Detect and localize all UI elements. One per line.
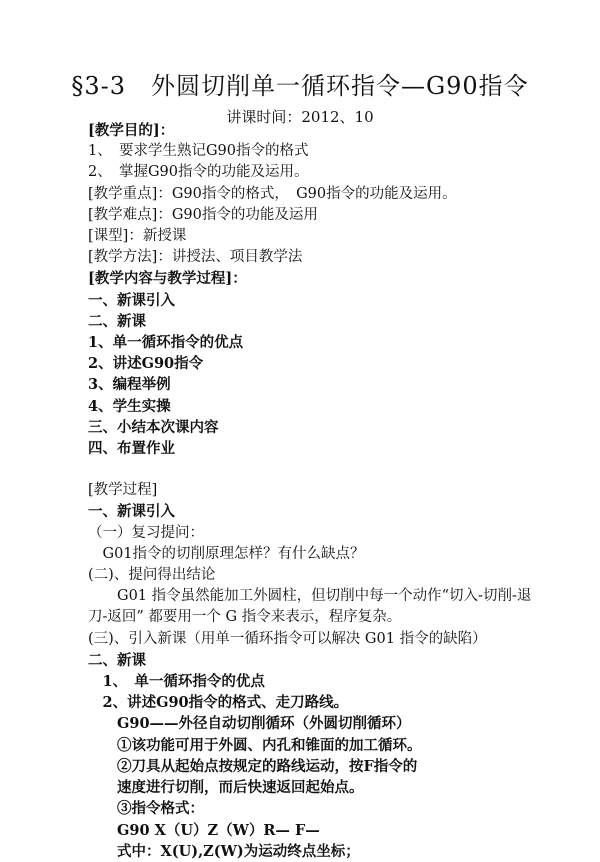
text-line [88, 459, 558, 480]
text-line: G01指令的切削原理怎样？有什么缺点？ [88, 545, 365, 562]
text-line: 一、新课引入 [88, 291, 175, 309]
text-line: 2、 掌握G90指令的功能及运用。 [88, 164, 309, 181]
text-line: (三)、引入新课（用单一循环指令可以解决 G01 指令的缺陷） [88, 630, 487, 647]
text-line: (二)、提问得出结论 [88, 567, 216, 584]
text-line: 3、编程举例 [88, 376, 171, 394]
text-line: ①该功能可用于外圆、内孔和锥面的加工循环。 [88, 736, 422, 754]
text-line: [教学过程] [88, 482, 158, 499]
lecture-date: 讲课时间：2012、10 [226, 108, 374, 126]
document-body [88, 120, 558, 862]
text-line: 一、新课引入 [88, 503, 175, 521]
page-title: §3-3 外圆切削单一循环指令—G90指令 [71, 72, 529, 100]
text-line: 1、 要求学生熟记G90指令的格式 [88, 143, 309, 160]
text-line: 1、 单一循环指令的优点 [88, 673, 265, 691]
text-line: ③指令格式： [88, 800, 204, 818]
text-line: 1、单一循环指令的优点 [88, 334, 244, 352]
text-line: 2、讲述G90指令的格式、走刀路线。 [88, 694, 349, 712]
text-line: 三、小结本次课内容 [88, 418, 219, 436]
text-line: 式中：X(U),Z(W)为运动终点坐标； [88, 842, 360, 860]
text-line: （一）复习提问： [88, 524, 204, 541]
text-line: 四、布置作业 [88, 440, 175, 458]
text-line: ②刀具从起始点按规定的路线运动，按F指令的 [88, 757, 418, 775]
text-line: [教学难点]：G90指令的功能及运用 [88, 206, 318, 223]
text-line: 2、讲述G90指令 [88, 355, 204, 373]
text-line: 4、学生实操 [88, 397, 171, 415]
text-line: G90——外径自动切削循环（外圆切削循环） [88, 715, 411, 733]
text-line: [课型]：新授课 [88, 228, 187, 245]
text-line: [教学方法]：讲授法、项目教学法 [88, 249, 303, 266]
text-line: [教学内容与教学过程]： [88, 270, 247, 288]
text-line: 二、新课 [88, 312, 146, 330]
text-line: G90 X（U）Z（W）R— F— [88, 821, 320, 839]
text-line: G01 指令虽然能加工外圆柱，但切削中每一个动作“切入-切削-退 [88, 588, 532, 605]
text-line: 二、新课 [88, 651, 146, 669]
text-line: 刀-返回” 都要用一个 G 指令来表示，程序复杂。 [88, 609, 402, 626]
text-line: [教学重点]：G90指令的格式， G90指令的功能及运用。 [88, 185, 457, 202]
text-line: [教学目的]： [88, 122, 175, 139]
text-line: 速度进行切削，而后快速返回起始点。 [88, 779, 364, 797]
